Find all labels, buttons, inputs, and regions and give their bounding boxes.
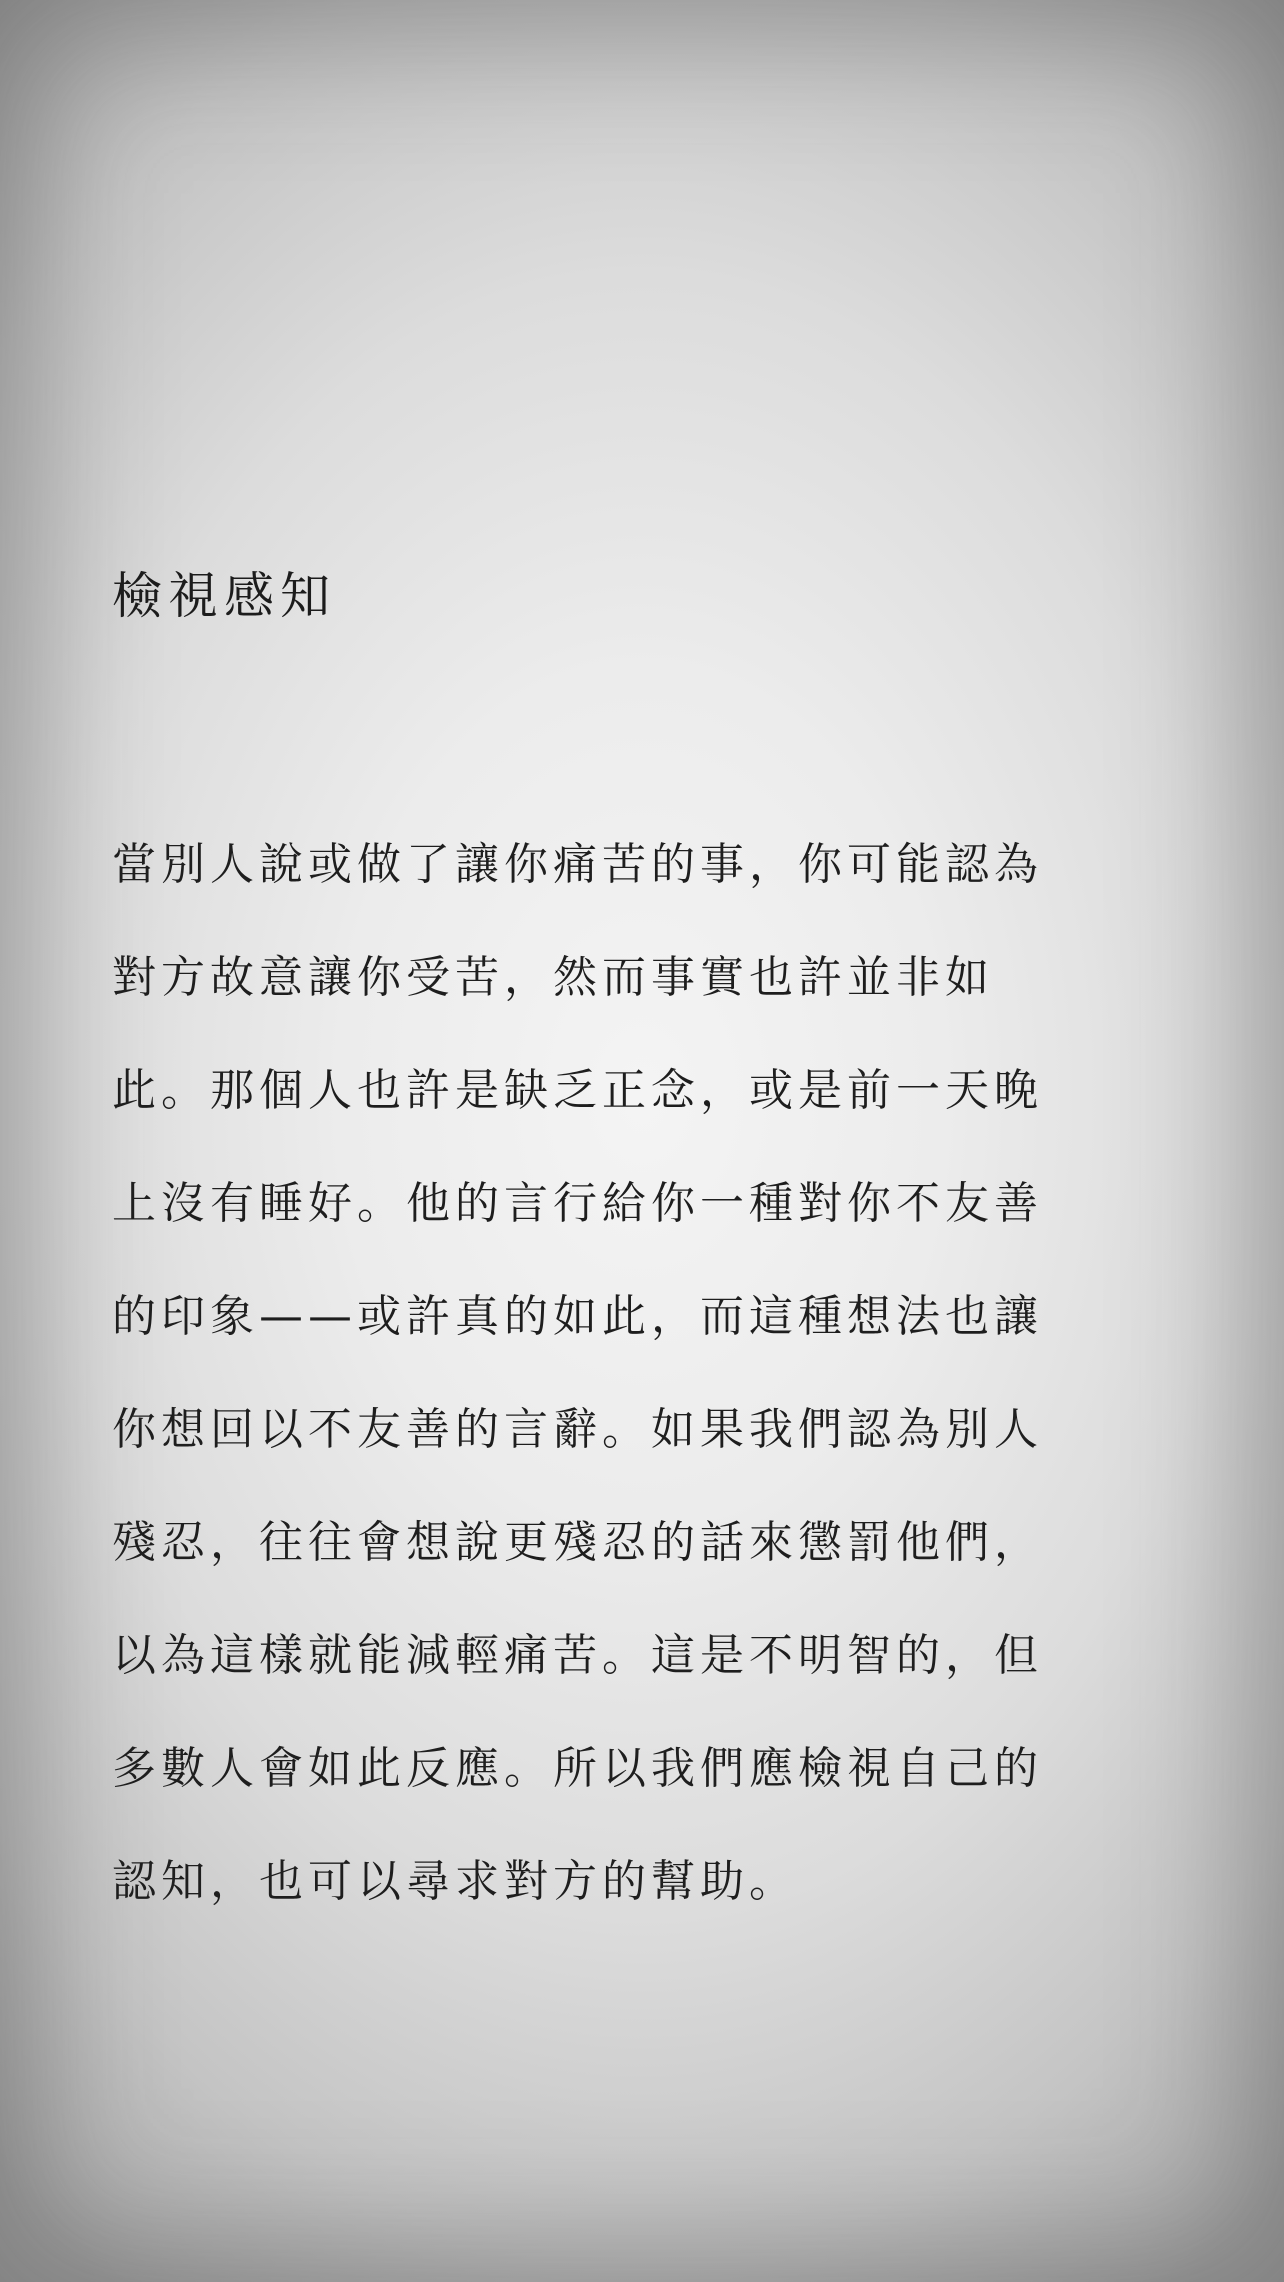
text-line: 此。那個人也許是缺乏正念，或是前一天晚 [112,1065,1043,1116]
text-line: 殘忍，往往會想說更殘忍的話來懲罰他們， [112,1517,1043,1568]
text-line: 當別人說或做了讓你痛苦的事，你可能認為 [112,839,1043,890]
text-line: 上沒有睡好。他的言行給你一種對你不友善 [112,1178,1043,1229]
text-line: 以為這樣就能減輕痛苦。這是不明智的，但 [112,1630,1043,1681]
page-title: 檢視感知 [112,567,336,625]
text-line: 認知，也可以尋求對方的幫助。 [112,1856,798,1907]
body-paragraph [112,808,1043,1938]
text-line: 對方故意讓你受苦，然而事實也許並非如 [112,952,994,1003]
text-line: 你想回以不友善的言辭。如果我們認為別人 [112,1404,1043,1455]
text-line: 的印象——或許真的如此，而這種想法也讓 [112,1291,1043,1342]
text-line: 多數人會如此反應。所以我們應檢視自己的 [112,1743,1043,1794]
